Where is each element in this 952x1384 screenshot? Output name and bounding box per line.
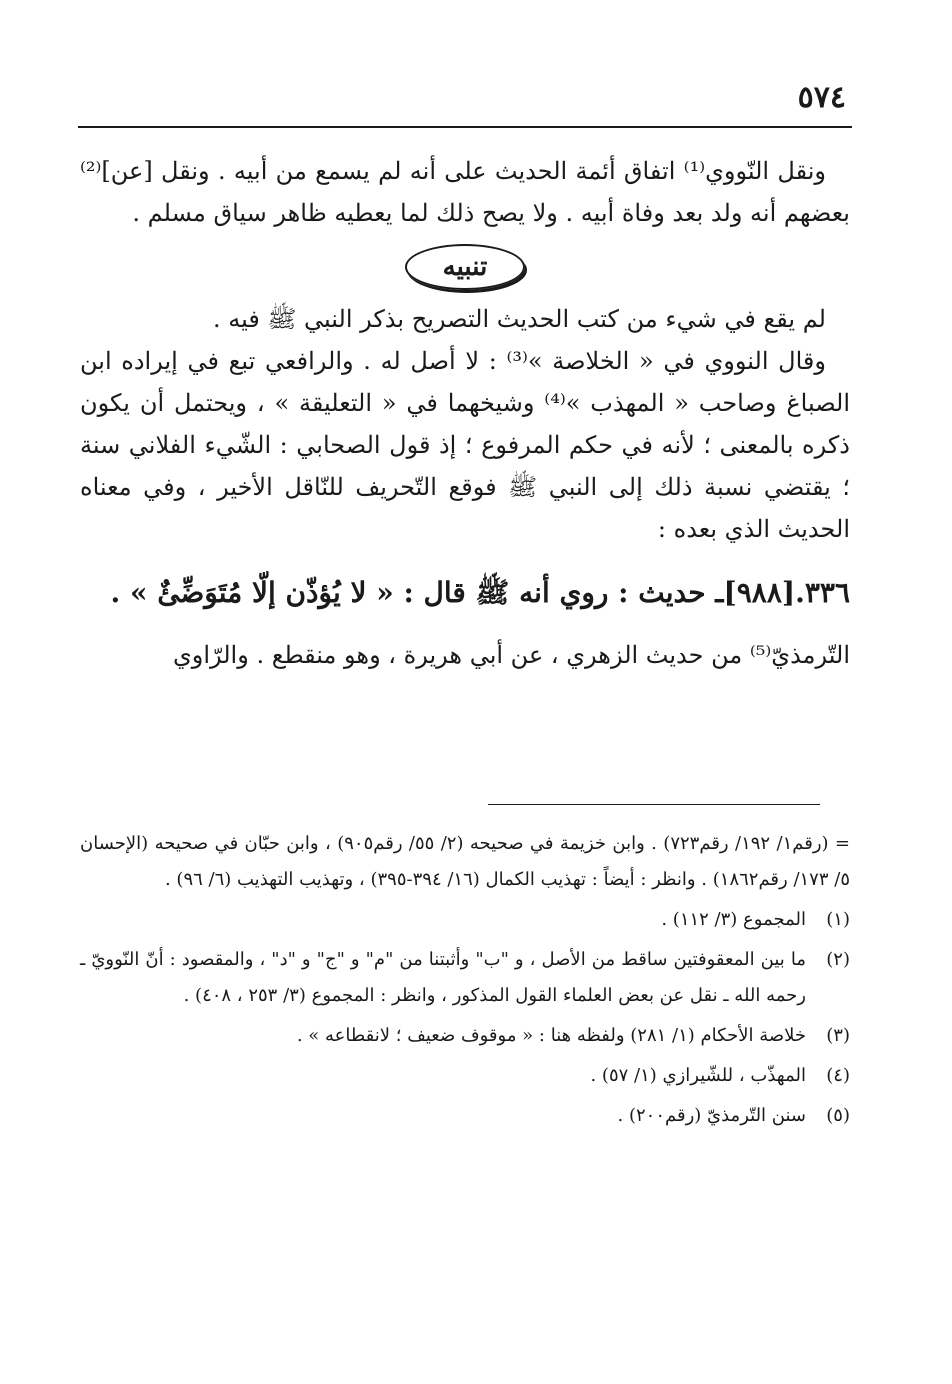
- footnote-number: (٣): [826, 1025, 850, 1046]
- footnote-3: [80, 1018, 850, 1054]
- paragraph-1: ونقل النّووي⁽¹⁾ اتفاق أئمة الحديث على أنه لم يسمع من أبيه . ونقل [عن]⁽²⁾ بعضهم أنه ولد بعد وفاة أبيه . ولا يصح ذلك لما يعطيه ظاهر سياق مسلم .: [80, 157, 850, 227]
- footnotes: [80, 826, 850, 1134]
- footnote-4: [80, 1058, 850, 1094]
- main-text: [80, 150, 850, 676]
- footnote-number: (٢): [826, 949, 850, 970]
- footnote-number: (٥): [826, 1105, 850, 1126]
- footnote-2: [80, 942, 850, 1014]
- page-header: [78, 78, 852, 128]
- footnote-1: [80, 902, 850, 938]
- footnote-5: [80, 1098, 850, 1134]
- hadith-heading: ٣٣٦.[٩٨٨]ـ حديث : روي أنه ﷺ قال : « لا يُؤذّن إلّا مُتَوَضِّئٌ » .: [110, 576, 850, 609]
- footnote-text: سنن التّرمذيّ (رقم٢٠٠) .: [617, 1105, 806, 1126]
- section-title-wrap: [80, 234, 850, 298]
- section-title: تنبيه: [405, 244, 526, 290]
- footnote-text: المهذّب ، للشّيرازي (١/ ٥٧) .: [590, 1065, 806, 1086]
- footnote-text: المجموع (٣/ ١١٢) .: [661, 909, 806, 930]
- footnote-text: ما بين المعقوفتين ساقط من الأصل ، و "ب" وأثبتنا من "م" و "ج" و "د" ، والمقصود : أنّ النّوويّ ـ رحمه الله ـ نقل عن بعض العلماء القول المذكور ، وانظر : المجموع (٣/ ٢٥٣ ، ٤٠٨) .: [80, 949, 806, 1006]
- footnote-number: (٤): [826, 1065, 850, 1086]
- footnote-text: خلاصة الأحكام (١/ ٢٨١) ولفظه هنا : « موقوف ضعيف ؛ لانقطاعه » .: [296, 1025, 806, 1046]
- paragraph-4: التّرمذيّ⁽⁵⁾ من حديث الزهري ، عن أبي هريرة ، وهو منقطع . والرّاوي: [172, 641, 850, 669]
- page-number: ٥٧٤: [797, 80, 846, 115]
- footnote-continuation: = (رقم١/ ١٩٢/ رقم٧٢٣) . وابن خزيمة في صحيحه (٢/ ٥٥/ رقم٩٠٥) ، وابن حبّان في صحيحه (الإحسان ٥/ ١٧٣/ رقم١٨٦٢) . وانظر : أيضاً : تهذيب الكمال (١٦/ ٣٩٤-٣٩٥) ، وتهذيب التهذيب (٦/ ٩٦) .: [80, 833, 851, 890]
- paragraph-3: وقال النووي في « الخلاصة »⁽³⁾ : لا أصل له . والرافعي تبع في إيراده ابن الصباغ وصاحب « المهذب »⁽⁴⁾ وشيخهما في « التعليقة » ، ويحتمل أن يكون ذكره بالمعنى ؛ لأنه في حكم المرفوع ؛ إذ قول الصحابي : الشّيء الفلاني سنة ؛ يقتضي نسبة ذلك إلى النبي ﷺ فوقع التّحريف للنّاقل الأخير ، وفي معناه الحديث الذي بعده :: [80, 347, 850, 543]
- paragraph-2: لم يقع في شيء من كتب الحديث التصريح بذكر النبي ﷺ فيه .: [212, 305, 826, 333]
- footnote-number: (١): [826, 909, 850, 930]
- footnote-separator: [488, 804, 820, 805]
